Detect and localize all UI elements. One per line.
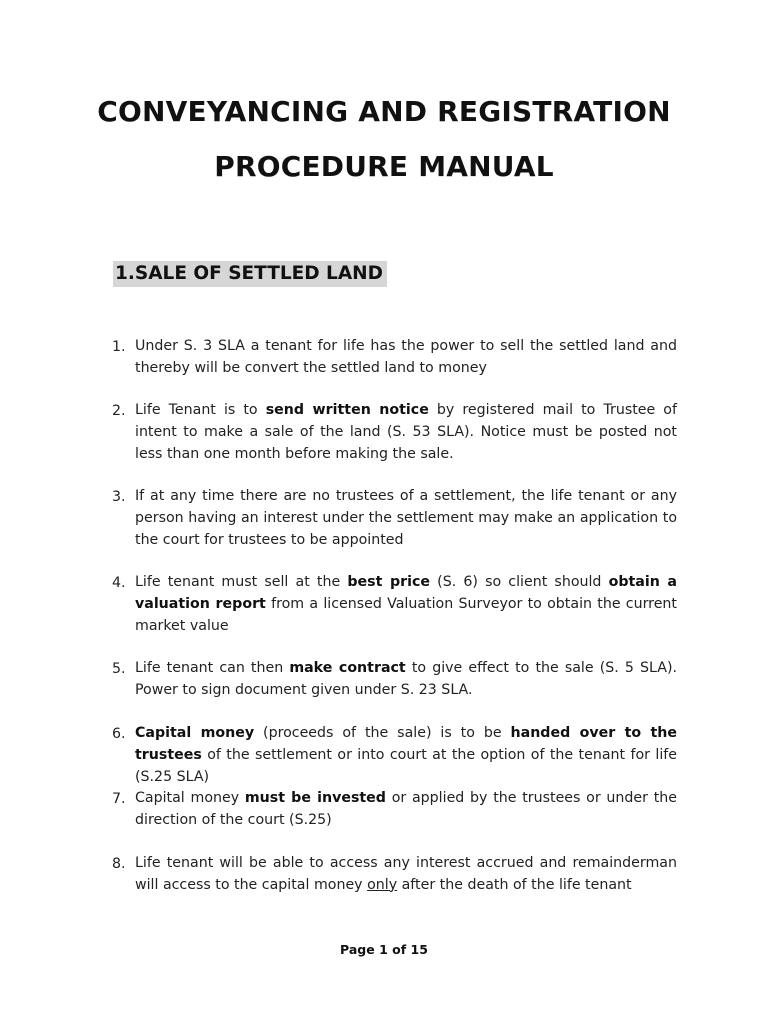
document-title-line-2: PROCEDURE MANUAL — [214, 150, 554, 183]
text-segment: If at any time there are no trustees of a settlement, the life tenant or any person having an interest under the settlement may make an application to the court for trustees to be appointed — [135, 488, 677, 548]
text-segment: Life tenant can then — [135, 660, 290, 676]
list-item-number: 8. — [112, 856, 126, 872]
emphasis-text: send written notice — [265, 402, 429, 418]
list-item-text — [135, 658, 677, 702]
list-item-text — [135, 853, 677, 897]
list-item-number: 1. — [112, 339, 126, 355]
text-segment: Life tenant will be able to access any interest accrued and remainderman will access to the capital money — [135, 855, 677, 893]
list-item-text — [135, 336, 677, 380]
list-item-number: 3. — [112, 489, 126, 505]
footer-current-page: 1 — [379, 942, 388, 957]
list-item-text — [135, 486, 677, 551]
footer-prefix: Page — [340, 942, 380, 957]
emphasis-text: obtain a valuation report — [135, 574, 677, 612]
footer-total-pages: 15 — [410, 942, 428, 957]
emphasis-text: must be invested — [244, 790, 386, 806]
list-item-number: 2. — [112, 403, 126, 419]
text-segment: (S. 6) so client should — [430, 574, 609, 590]
text-segment: to give effect to the sale (S. 5 SLA). Power to sign document given under S. 23 SLA. — [135, 660, 677, 698]
list-item-text — [135, 400, 677, 465]
emphasis-text: Capital money — [135, 725, 255, 741]
underlined-text: only — [367, 876, 398, 893]
list-item-number: 4. — [112, 575, 126, 591]
text-segment: after the death of the life tenant — [397, 876, 632, 893]
emphasis-text: make contract — [289, 660, 406, 676]
list-item-text — [135, 572, 677, 637]
page-footer — [0, 942, 768, 957]
list-item-number: 5. — [112, 661, 126, 677]
emphasis-text: best price — [347, 574, 430, 590]
section-heading: 1.SALE OF SETTLED LAND — [113, 261, 387, 287]
text-segment: from a licensed Valuation Surveyor to obtain the current market value — [135, 595, 677, 634]
document-title-line-1: CONVEYANCING AND REGISTRATION — [97, 95, 671, 128]
text-segment: by registered mail to Trustee of intent to make a sale of the land (S. 53 SLA). Notice must be posted not less than one month before making the sale. — [135, 402, 677, 462]
list-item-text — [135, 723, 677, 788]
text-segment: (proceeds of the sale) is to be — [254, 725, 511, 741]
text-segment: Life tenant must sell at the — [135, 574, 348, 590]
text-segment: Capital money — [135, 790, 245, 806]
text-segment: or applied by the trustees or under the direction of the court (S.25) — [135, 790, 678, 828]
list-item-number: 6. — [112, 726, 126, 742]
emphasis-text: handed over to the trustees — [135, 725, 677, 763]
text-segment: of the settlement or into court at the option of the tenant for life (S.25 SLA) — [135, 746, 677, 785]
list-item-number: 7. — [112, 791, 126, 807]
text-segment: Under S. 3 SLA a tenant for life has the power to sell the settled land and thereby will be convert the settled land to money — [135, 338, 677, 376]
footer-separator: of — [387, 942, 411, 957]
list-item-text — [135, 788, 677, 832]
text-segment: Life Tenant is to — [135, 402, 266, 418]
